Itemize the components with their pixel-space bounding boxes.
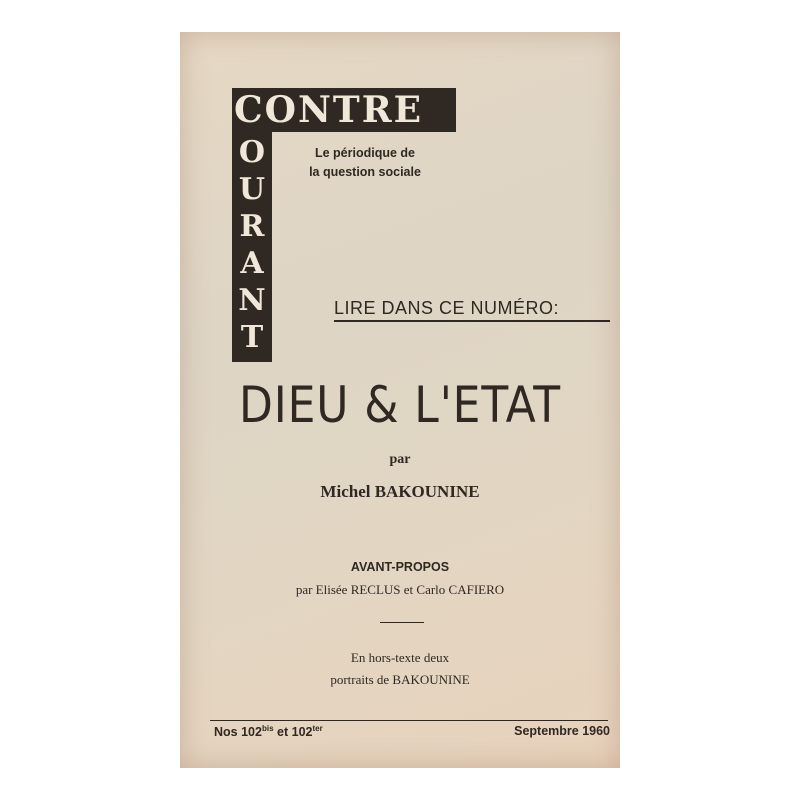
insert-note-line-2: portraits de BAKOUNINE	[330, 672, 470, 687]
foreword-authors: par Elisée RECLUS et Carlo CAFIERO	[295, 582, 505, 597]
book-title: DIEU & L'ETAT	[238, 376, 562, 434]
issue-sup-2: ter	[312, 724, 323, 733]
masthead-tagline	[290, 144, 440, 182]
byline-par: par	[389, 452, 411, 467]
masthead-letter: O	[238, 135, 266, 170]
issue-num-2: 102	[291, 725, 313, 740]
tagline-line-1: Le périodique de	[314, 146, 415, 160]
footer-rule	[210, 720, 608, 721]
book-cover	[180, 32, 620, 768]
issue-join: et	[277, 725, 289, 740]
issue-lead: LIRE DANS CE NUMÉRO:	[334, 298, 610, 322]
foreword-label: AVANT-PROPOS	[350, 560, 450, 574]
vertical-letters	[232, 134, 272, 356]
masthead-word-contre: CONTRE	[234, 89, 424, 131]
masthead-letter: N	[238, 283, 266, 318]
issue-prefix: Nos	[214, 725, 238, 740]
issue-sup-1: bis	[261, 724, 274, 733]
masthead-letter: U	[238, 172, 266, 207]
masthead-letter: A	[240, 246, 264, 281]
masthead-letter: T	[240, 320, 264, 355]
insert-note-line-1: En hors-texte deux	[350, 650, 450, 665]
issue-date: Septembre 1960	[514, 724, 610, 738]
masthead-letter: R	[239, 209, 265, 244]
masthead-word-courant	[232, 134, 272, 356]
author-name: Michel BAKOUNINE	[320, 482, 480, 501]
tagline-line-2: la question sociale	[309, 165, 421, 179]
divider	[380, 622, 424, 623]
issue-number	[214, 724, 323, 739]
issue-num-1: 102	[241, 725, 262, 740]
